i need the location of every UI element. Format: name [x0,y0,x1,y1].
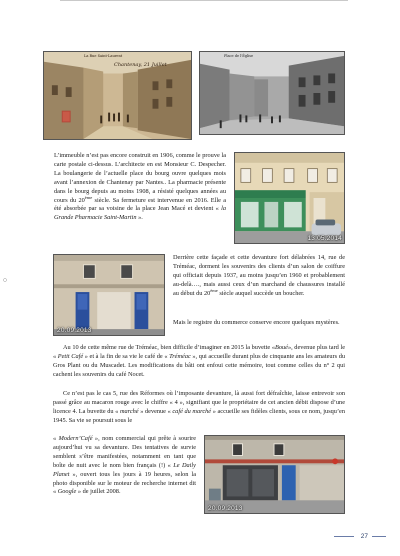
page-number: 27 [360,533,368,540]
paragraph-buvette-boue: Au 10 de cette même rue de Tréméac, bien difficile d’imaginer en 2015 la buvette «Boué», devenue plus tard le « Petit Café » et à la fin de sa vie le café de « Tréméac », qui accueille durant plus de cinquante ans les amateurs du Gros Plant ou du Muscadet. Les modifications du bâti ont enfoui cette mémoire, tout comme celles du n° 2 qui cachent les souvenirs du café Nocet. [53,344,345,378]
photo-date-stamp: 20.09.2013 [57,327,92,334]
paragraph-registre: Mais le registre du commerce conserve encore quelques mystères. [173,319,340,326]
page-number-rule-left [334,536,354,537]
paragraph-facade: Derrière cette façade et cette devanture fort délabrées 14, rue de Tréméac, dorment les souvenirs des clients d’un salon de coiffure qui officiait depuis 1937, au moins jusqu’en 1960 et probablement au-delà…., mais aussi ceux d’un marchand de chaussures installé au début du 20ème siècle auquel succède un boucher. [173,254,345,297]
photo-modern-cafe [204,435,345,514]
photo-storefront-tremeac [53,254,165,336]
photo-postcard-1906 [43,51,192,140]
photo-date-stamp: 20.09.2013 [208,505,243,512]
paragraph-immeuble: L’immeuble n’est pas encore construit en 1906, comme le prouve la carte postale ci-dessus. L’architecte en est Monsieur C. Despecher. La boulangerie de l’actuelle place du bourg ouvre quelques mois avant l’annexion de Chantenay par Nantes.. La pharmacie présente dans le bourg depuis au moins 1908, a résisté quelques années au cours du 20ème siècle. Sa fermeture est intervenue en 2016. Elle a été absorbée par sa voisine de la place Jean Macé et devient « la Grande Pharmacie Saint-Martin ». [54,152,226,222]
paragraph-modern-cafe: « Modern’Café », nom commercial qui prête à sourire aujourd’hui vu sa devanture. Des tentatives de survie semblent s’être manifestées, notamment en tant que boîte de nuit avec le nom bien français (!) « Le Daily Planet », ouvert tous les jours à 19 heures, selon la photo disponible sur le moteur de recherche internet dit « Google » de juillet 2008. [53,435,196,496]
top-rule [60,0,348,1]
photo-date-stamp: 13.05.2014 [307,235,342,242]
street-card-caption: Place de l'Église [224,54,254,58]
crop-mark-icon [3,278,7,282]
photo-street-postcard [199,51,345,135]
paragraph-reformes: Ce n’est pas le cas 5, rue des Réformes où l’imposante devanture, là aussi fort défraîchie, laisse entrevoir son passé grâce au macaron rouge avec le chiffre « 4 », signifiant que le propriétaire de cet ancien débit dispose d’une licence 4. La buvette du « marché » devenue « café du marché » accueille ses fidèles clients, sous ce nom, jusqu’en 1945. Sa vie se poursuit sous le [53,390,345,424]
postcard-caption: La Rue Saint-Laurent [84,54,123,58]
page-number-rule-right [372,536,386,537]
postcard-handwriting: Chantenay, 21 Juillet [114,62,167,68]
photo-pharmacy-2014 [234,152,345,244]
